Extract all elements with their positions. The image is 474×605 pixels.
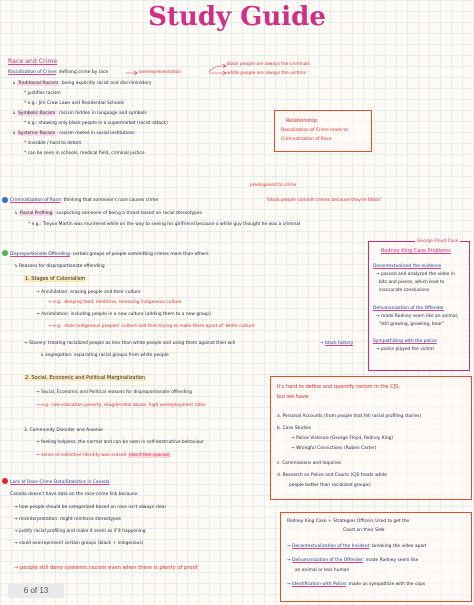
rodney-king-strategies-box	[280, 512, 472, 602]
arrow-icon	[126, 71, 140, 75]
decon-line-1: → passed and analyzed the video in	[376, 272, 455, 277]
cjs-item-d: d. Research on Police and Courts (CJS treats white	[277, 473, 388, 478]
rk-item-3: → Identification with Police: made us sympathize with the cops	[287, 582, 426, 587]
criminalization-definition: Criminalization of Race: thinking that someone's race causes crime	[10, 198, 159, 203]
stages-colonialism-title: 1. Stages of Colonialism	[25, 276, 86, 282]
rodney-king-problems-box	[368, 241, 470, 371]
slavery: → Slavery: treating racialized people as less than white people and using them against their will	[24, 341, 236, 346]
overrepresentation-label: overrepresentation	[139, 70, 181, 75]
section-heading-race-crime: Race and Crime	[8, 58, 58, 65]
lack-data-final: → people still deny systemic racism even when there is plenty of proof	[14, 565, 198, 571]
assimilation-example: → e.g.: stole indigenous peoples' culture and then trying to make them apart of 'white culture'	[48, 324, 256, 329]
relationship-title: Relationship:	[286, 118, 319, 124]
cjs-heading-2: but we have:	[277, 394, 310, 400]
predisposed-note: predisposed to crime	[250, 183, 297, 188]
cjs-item-b1: → Police Violence (George Floyd, Rodney King)	[291, 436, 394, 441]
rk-heading-1: Rodney King Case + Strategies Officers Used to get the	[287, 519, 410, 524]
arrow-icon	[208, 63, 228, 77]
cjs-item-a: a. Personal Accounts (from people that fell racial profiling stories)	[277, 414, 422, 419]
cjs-racism-box	[270, 376, 472, 500]
decon-line-2: bits and pieces, which lead to	[379, 280, 445, 285]
lack-data-item-2: → misinterpretation: might reinforce stereotypes	[14, 517, 121, 522]
arrow-note-white-victims: white people are always the victims	[227, 71, 306, 76]
lack-data-item-3: → justify racial profiling and make it seem as if it happening	[14, 529, 146, 534]
lack-data-item-1: → how people should be categorized based on race isn't always clear	[14, 505, 167, 510]
sys-bullet-1: * invisible / hard to detect	[24, 141, 82, 146]
lack-data-item-4: → could overrepresent certain groups (black + indigenous)	[14, 541, 144, 546]
lack-data-heading: Lack of Race-Crime Data/Statistics in Canada	[10, 480, 110, 485]
arrow-note-black-criminals: black people are always the criminals	[227, 62, 310, 67]
page-title: Study Guide	[148, 2, 326, 32]
bullet-dot	[2, 478, 8, 484]
racial-profiling-example: * e.g.: Treyon Martin was murdered while on the way to seeing his girlfriend because a white guy thought he was a criminal	[28, 222, 301, 227]
community-disorder-line-1: → feeling helpless, the normal and can be seen in self-destructive behaviour	[36, 440, 204, 445]
black-history-note: → black history	[320, 341, 354, 346]
trad-bullet-1: * justifies racism	[24, 91, 61, 96]
sym-bullet-1: * e.g.: showing only black people in a supermarket (racist attack)	[24, 121, 168, 126]
racial-profiling: ↳ Racial Profiling: suspecting someone of being a threat based on racial stereotypes	[14, 211, 202, 216]
relationship-line-2: Racialization of Crime leads to	[281, 128, 348, 133]
community-disorder-line-2: → sense of collective identity was erased (don't feel special)	[36, 453, 170, 458]
bullet-dot	[2, 250, 8, 256]
decon-line-3: inaccurate conclusions	[379, 288, 430, 293]
community-disorder-title: 3. Community Disorder and Anomie	[24, 428, 103, 433]
symp-line-1: → police played the victim	[376, 347, 434, 352]
rk-item-2: → Dehumanization of the Offender: made Rodney seem like	[287, 558, 419, 563]
assimilation: → Assimilation: including people in a new culture (adding them to a new group)	[36, 312, 211, 317]
cjs-heading-1: It's hard to define and quantify racism in the CJS,	[277, 384, 400, 390]
relationship-line-3: Criminalization of Race	[281, 137, 332, 142]
trad-bullet-2: * e.g.: Jim Crow Laws and Residential Schools	[24, 101, 124, 106]
rk-item-2b: an animal or less human	[295, 568, 350, 573]
marginalization-example: → e.g.: low education poverty, drug/alcohol abuse, high unemployment rates	[36, 403, 206, 408]
rodney-king-problems-title: Rodney King Case Problems	[381, 248, 451, 254]
segregation: ↳ segregation: separating racial groups from white people	[40, 353, 169, 358]
rk-item-1: → Decontextualization of the Incident: breaking the video apart	[287, 544, 427, 549]
lack-data-intro: Canada doesn't have data on the race-crime link because:	[10, 492, 139, 497]
decontextualized-heading: Decontextualized the evidence	[373, 264, 442, 269]
dehum-line-1: → made Rodney seem like an animal,	[376, 314, 459, 319]
sys-bullet-2: * can be seen in schools, medical field, criminal justice	[24, 151, 145, 156]
cjs-item-c: c. Commissions and Inquiries	[277, 461, 342, 466]
racialization-definition: Racialization of Crime: defining crime by race	[8, 70, 109, 75]
cjs-item-b: b. Case Studies	[277, 426, 312, 431]
rk-heading-2: Court on their Side	[343, 528, 385, 533]
cjs-item-b2: → Wrongful Convictions (Ruben Carter)	[291, 446, 377, 451]
bullet-dot	[2, 197, 8, 203]
marginalization-reasons: → Social, Economic and Political reasons for disproportionate offending	[36, 390, 192, 395]
dehum-line-2: "still growing, growling, bear"	[379, 322, 445, 327]
symbolic-racism: ↳ Symbolic Racism: racism hidden in language and symbols	[12, 111, 147, 116]
systemic-racism: ↳ Systemic Racism: racism rooted in social institutions	[12, 131, 135, 136]
traditional-racism: ↳ Traditional Racism: being explicitly racist and discriminatory	[12, 81, 152, 86]
annihilation: → Annihilation: erasing people and their culture	[36, 290, 141, 295]
marginalization-title: 2. Social, Economic and Political Marginalization	[25, 375, 146, 381]
disproportionate-offending-definition: Disproportionate Offending: certain groups of people committing crimes more than others	[10, 252, 209, 257]
sympathizing-heading: Sympathizing with the police	[373, 339, 437, 344]
page-indicator: 6 of 13	[8, 583, 64, 598]
cjs-item-d2: people better than racialized groups)	[289, 483, 371, 488]
annihilation-example: → e.g.: denying food, medicine, removing indigenous culture	[48, 300, 182, 305]
reasons-heading: ↳ Reasons for disproportionate offending	[14, 264, 105, 269]
george-floyd-tag: George Floyd Case	[417, 239, 459, 244]
relationship-box	[274, 110, 372, 152]
dehumanization-heading: Dehumanization of the Offender	[373, 306, 444, 311]
criminalization-quote: "black people commit crimes because they're black"	[266, 198, 382, 203]
